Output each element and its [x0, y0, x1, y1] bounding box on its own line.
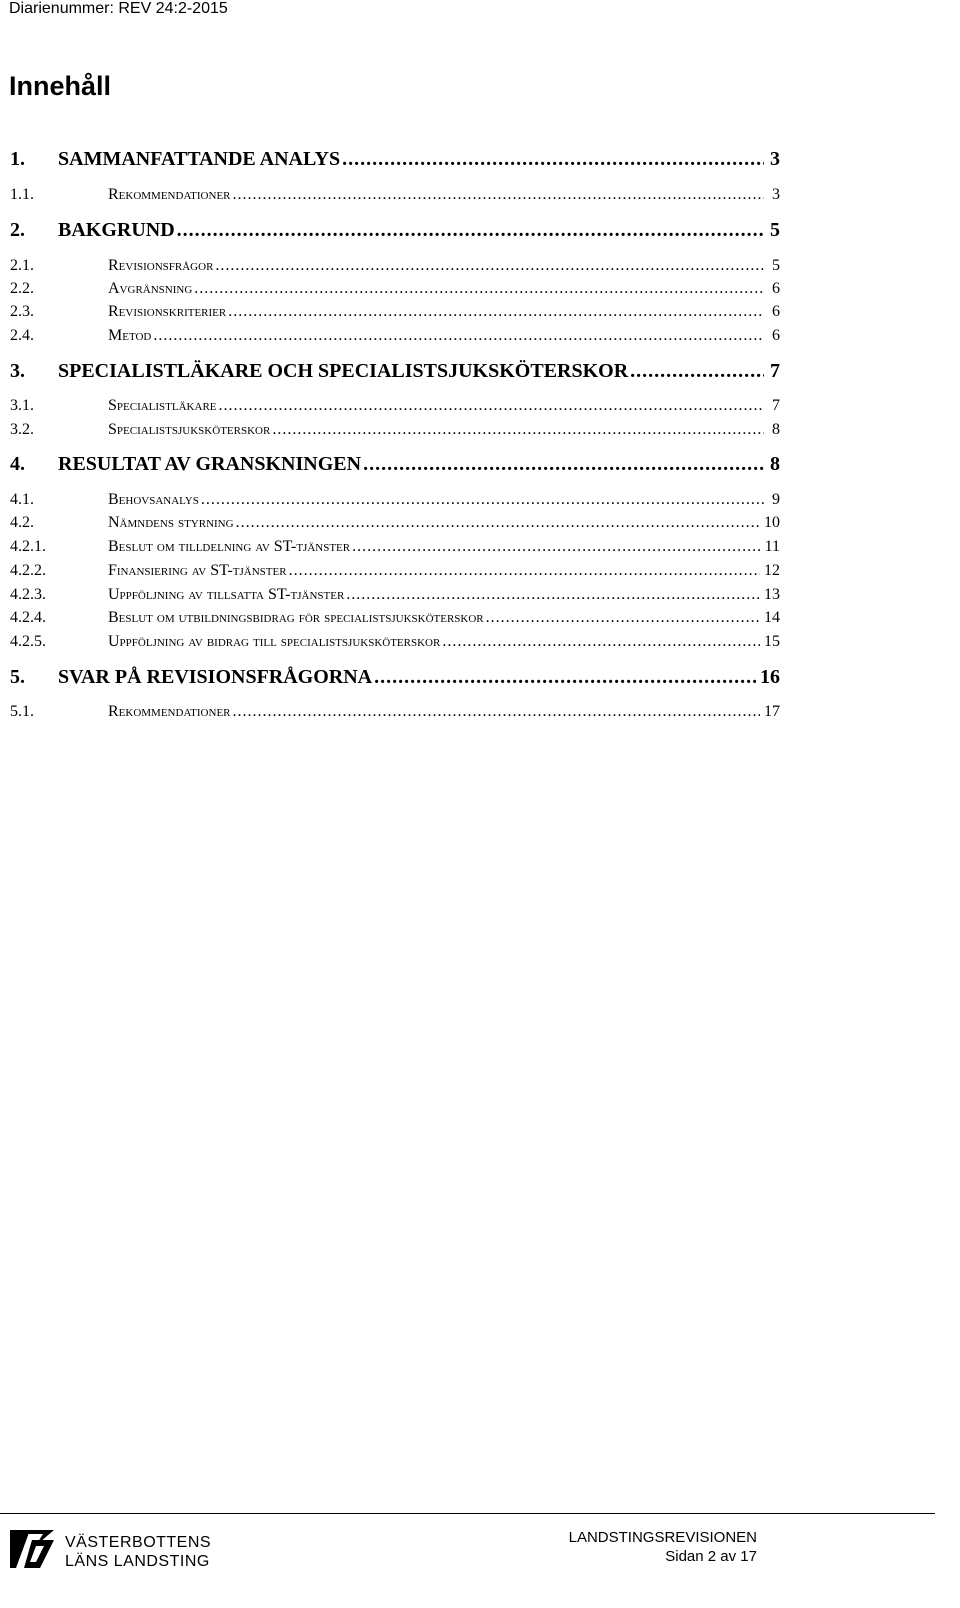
toc-entry[interactable] [10, 562, 780, 582]
toc-label: Nämndens styrning [108, 514, 234, 531]
toc-number: 4. [10, 453, 25, 475]
toc-page: 10 [764, 514, 780, 531]
toc-entry[interactable] [10, 397, 780, 417]
toc-label: Behovsanalys [108, 491, 199, 508]
toc-page: 8 [772, 421, 780, 438]
toc-label: Uppföljning av tillsatta ST-tjänster [108, 586, 345, 603]
toc-number: 3. [10, 360, 25, 382]
toc-page: 14 [764, 609, 780, 626]
toc-leader [228, 303, 764, 321]
toc-page: 5 [772, 257, 780, 274]
toc-page: 12 [764, 562, 780, 579]
toc-label: Beslut om utbildningsbidrag för specialistsjuksköterskor [108, 609, 484, 626]
toc-page: 17 [764, 703, 780, 720]
toc-entry[interactable] [10, 453, 780, 479]
toc-number: 3.2. [10, 421, 34, 438]
toc-number: 4.2. [10, 514, 34, 531]
toc-page: 15 [764, 633, 780, 650]
toc-entry[interactable] [10, 609, 780, 629]
toc-label: Uppföljning av bidrag till specialistsjuksköterskor [108, 633, 441, 650]
toc-label: Beslut om tilldelning av ST-tjänster [108, 538, 351, 555]
toc-entry[interactable] [10, 186, 780, 206]
toc-page: 8 [770, 453, 780, 475]
toc-page: 5 [770, 219, 780, 241]
toc-entry[interactable] [10, 666, 780, 692]
toc-number: 1.1. [10, 186, 34, 203]
toc-number: 5. [10, 666, 25, 688]
toc-leader [442, 633, 760, 651]
toc-entry[interactable] [10, 360, 780, 386]
toc-number: 2.4. [10, 327, 34, 344]
toc-label: Revisionskriterier [108, 303, 227, 320]
toc-number: 4.2.4. [10, 609, 46, 626]
toc-page: 7 [772, 397, 780, 414]
toc-page: 6 [772, 327, 780, 344]
toc-leader [153, 327, 764, 345]
toc-leader [289, 562, 760, 580]
toc-label: SVAR PÅ REVISIONSFRÅGORNA [58, 666, 373, 688]
organization-name-line1: VÄSTERBOTTENS [65, 1534, 212, 1551]
toc-leader [272, 421, 764, 439]
toc-entry[interactable] [10, 327, 780, 347]
toc-entry[interactable] [10, 538, 780, 558]
toc-number: 3.1. [10, 397, 34, 414]
toc-page: 9 [772, 491, 780, 508]
toc-entry[interactable] [10, 421, 780, 441]
toc-page: 11 [764, 538, 780, 555]
toc-entry[interactable] [10, 219, 780, 245]
toc-leader [219, 397, 764, 415]
toc-entry[interactable] [10, 148, 780, 174]
footer-divider [0, 1513, 935, 1514]
toc-label: Revisionsfrågor [108, 257, 214, 274]
toc-leader [233, 703, 761, 721]
toc-page: 13 [764, 586, 780, 603]
toc-leader [177, 219, 764, 242]
toc-leader [346, 586, 760, 604]
toc-entry[interactable] [10, 633, 780, 653]
toc-page: 6 [772, 280, 780, 297]
toc-label: Rekommendationer [108, 703, 231, 720]
toc-label: Avgränsning [108, 280, 193, 297]
toc-label: Specialistläkare [108, 397, 217, 414]
toc-number: 4.2.5. [10, 633, 46, 650]
landsting-logo-icon [10, 1530, 54, 1568]
toc-entry[interactable] [10, 491, 780, 511]
toc-entry[interactable] [10, 257, 780, 277]
toc-leader [236, 514, 760, 532]
department-name: LANDSTINGSREVISIONEN [568, 1529, 757, 1546]
toc-entry[interactable] [10, 703, 780, 723]
toc-page: 6 [772, 303, 780, 320]
toc-leader [194, 280, 764, 298]
toc-page: 3 [770, 148, 780, 170]
toc-entry[interactable] [10, 280, 780, 300]
toc-number: 1. [10, 148, 25, 170]
toc-leader [342, 148, 764, 171]
toc-entry[interactable] [10, 586, 780, 606]
toc-leader [486, 609, 760, 627]
toc-label: Specialistsjuksköterskor [108, 421, 271, 438]
toc-number: 4.1. [10, 491, 34, 508]
toc-label: Rekommendationer [108, 186, 231, 203]
toc-leader [233, 186, 765, 204]
toc-label: RESULTAT AV GRANSKNINGEN [58, 453, 362, 475]
toc-number: 4.2.2. [10, 562, 46, 579]
toc-leader [215, 257, 764, 275]
toc-leader [352, 538, 760, 556]
toc-page: 7 [770, 360, 780, 382]
toc-label: SPECIALISTLÄKARE OCH SPECIALISTSJUKSKÖTERSKOR [58, 360, 629, 382]
toc-entry[interactable] [10, 514, 780, 534]
toc-label: SAMMANFATTANDE ANALYS [58, 148, 341, 170]
toc-label: BAKGRUND [58, 219, 175, 241]
toc-leader [630, 360, 764, 383]
document-number: Diarienummer: REV 24:2-2015 [9, 0, 228, 17]
toc-leader [201, 491, 764, 509]
organization-name-line2: LÄNS LANDSTING [65, 1553, 210, 1570]
toc-number: 5.1. [10, 703, 34, 720]
toc-label: Metod [108, 327, 152, 344]
table-of-contents [0, 0, 960, 760]
toc-page: 16 [760, 666, 780, 688]
toc-label: Finansiering av ST-tjänster [108, 562, 287, 579]
page-title: Innehåll [9, 71, 112, 101]
toc-number: 2. [10, 219, 25, 241]
toc-number: 4.2.3. [10, 586, 46, 603]
page-number: Sidan 2 av 17 [665, 1548, 757, 1565]
toc-number: 2.2. [10, 280, 34, 297]
toc-leader [374, 666, 756, 689]
toc-number: 2.3. [10, 303, 34, 320]
toc-leader [363, 453, 764, 476]
toc-page: 3 [772, 186, 780, 203]
toc-number: 4.2.1. [10, 538, 46, 555]
footer-info [569, 1528, 757, 1566]
toc-number: 2.1. [10, 257, 34, 274]
organization-name [65, 1533, 211, 1571]
toc-entry[interactable] [10, 303, 780, 323]
